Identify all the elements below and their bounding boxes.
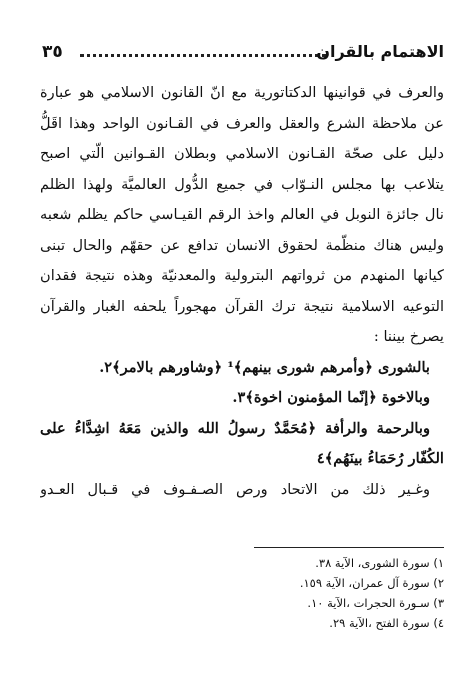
footnote: ٣) سـورة الحجرات ،الآية ١٠. — [307, 596, 444, 610]
footnote: ٤) سورة الفتح ،الآية ٢٩. — [329, 616, 444, 630]
running-title: الاهتمام بالقران — [316, 42, 444, 61]
text-line: نال جائزة النوبل في العالم واخذ الرقم القيـاسي حاكم يظلم شعبه — [40, 206, 444, 223]
text-line: التوعيه الاسلامية نتيجة ترك القرآن مهجوراً يلحفه الغبار والقرآن — [40, 297, 444, 315]
quran-verse-line: الكُفّار رُحَمَاءُ بينَهُم﴾٤ — [316, 450, 444, 467]
page-number: ٣٥ — [42, 42, 63, 62]
footnote: ١) سورة الشورى، الآية ٣٨. — [315, 556, 444, 570]
quran-verse-line: وبالرحمة والرأفة ﴿مُحَمَّدٌ رسولُ الله والذين مَعَهُ اشِدَّاءُ على — [40, 419, 430, 437]
page-header — [40, 40, 444, 68]
footnote: ٢) سورة آل عمران، الآية ١٥٩. — [299, 576, 444, 590]
text-line: دليل على صحّة القـانون الاسلامي وبطلان القـوانين الّتي اصبح — [40, 145, 444, 162]
text-line: وغـير ذلك من الاتحاد ورص الصـفـوف في قـبال العـدو — [40, 480, 430, 498]
footnotes — [184, 553, 444, 633]
text-line: يصرخ بيننا : — [373, 328, 444, 345]
text-line: كيانها المنهدم من ثرواتهم البترولية والمعدنيّة وهذه نتيجة فقدان — [40, 267, 444, 284]
text-line: والعرف في قوانينها الدكتاتورية مع انّ القانون الاسلامي هو عبارة — [40, 84, 444, 101]
quran-verse-line: بالشورى ﴿وأمرهم شورى بينهم﴾¹ ﴿وشاورهم بالامر﴾٢. — [99, 358, 430, 376]
quran-verse-line: وبالاخوة ﴿إنّما المؤمنون اخوة﴾٣. — [232, 389, 430, 406]
text-line: عن ملاحظة الشرع والعقل والعرف في القـانون الواحد وهذا اقَلُّ — [40, 114, 444, 132]
header-dotted-leader — [80, 54, 326, 57]
text-line: يتلاعب بها مجلس النـوّاب في جميع الدُّول العالميَّة ولهذا الظلم — [40, 175, 444, 193]
body-text — [40, 78, 444, 505]
footnote-divider — [254, 547, 444, 548]
text-line: وليس هناك منظّمة لحقوق الانسان تدافع عن حقهّم والحال تبنى — [40, 236, 444, 254]
